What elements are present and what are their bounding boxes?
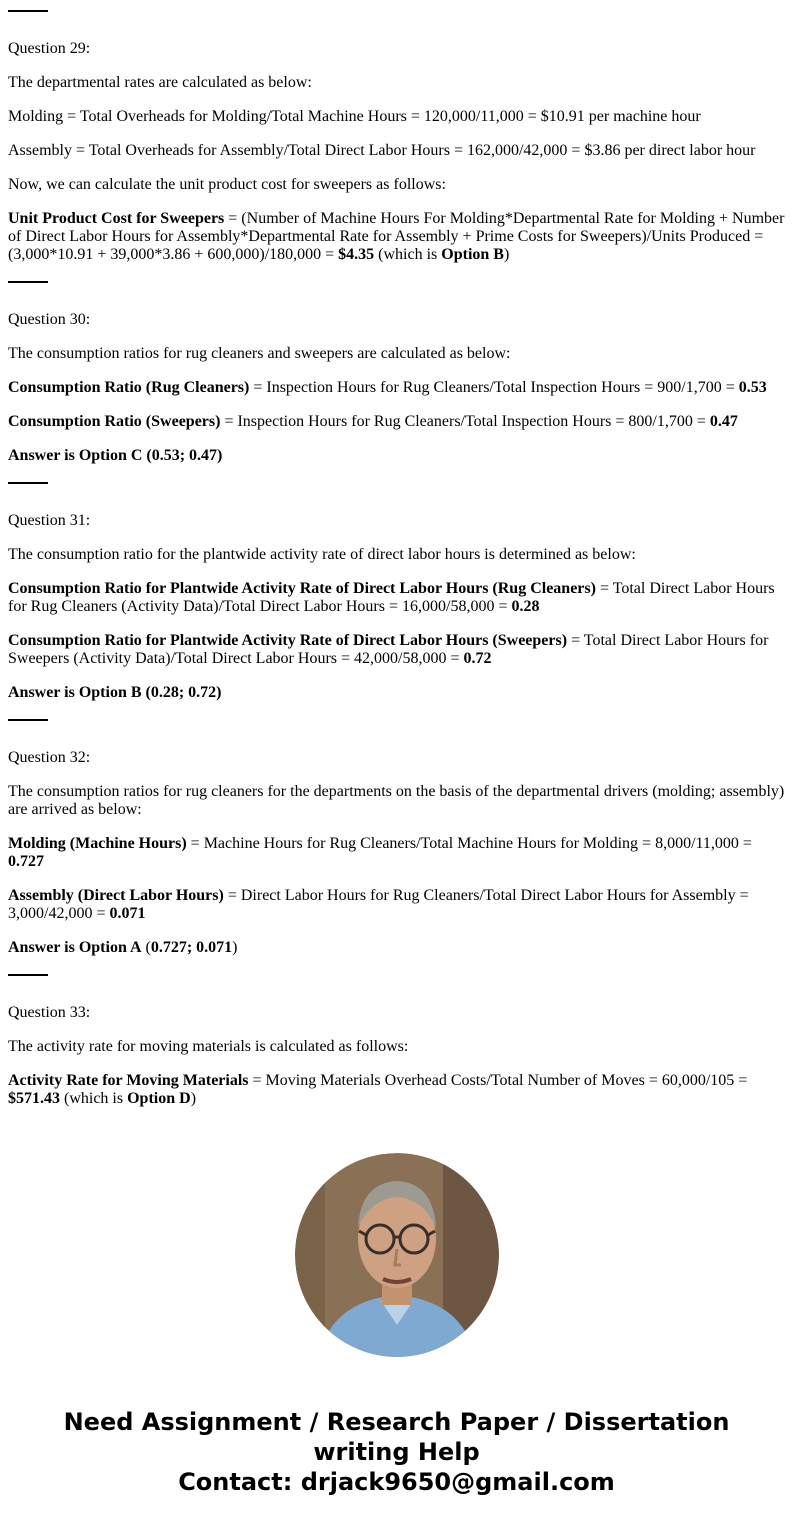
question-label: Question 31: <box>8 512 91 529</box>
tutor-portrait-photo <box>295 1153 499 1357</box>
text-run: = (Number of Machine Hours For Molding*Departmental Rate for Molding + Number of Direct Labor Hours for Assembly*Departmental Rate for Assembly + Prime Costs for Sweepers)/Units Produced = (3,000*10.91 + 39,000*3.86 + 600,000)/180,000 = <box>8 210 785 263</box>
text-run: The departmental rates are calculated as below: <box>8 74 312 91</box>
bold-text-run: Answer is Option B (0.28; 0.72) <box>8 684 222 701</box>
paragraph <box>8 108 785 126</box>
text-run: ) <box>190 1090 197 1107</box>
bold-text-run: Consumption Ratio (Rug Cleaners) <box>8 379 250 396</box>
bold-text-run: Molding (Machine Hours) <box>8 835 187 852</box>
paragraph <box>8 939 785 957</box>
tutor-avatar <box>8 1153 785 1357</box>
text-run: (which is <box>374 246 442 263</box>
text-run: = Total Direct Labor Hours for Sweepers (Activity Data)/Total Direct Labor Hours = 42,000/58,000 = <box>8 632 769 667</box>
bold-text-run: Consumption Ratio for Plantwide Activity Rate of Direct Labor Hours (Sweepers) <box>8 632 568 649</box>
text-run: = Total Direct Labor Hours for Rug Cleaners (Activity Data)/Total Direct Labor Hours = 16,000/58,000 = <box>8 580 775 615</box>
paragraph <box>8 176 785 194</box>
question-label: Question 30: <box>8 311 91 328</box>
text-run: (which is <box>60 1090 128 1107</box>
bold-text-run: Assembly (Direct Labor Hours) <box>8 887 224 904</box>
bold-text-run: 0.53 <box>738 379 767 396</box>
bold-text-run: Answer is Option A <box>8 939 142 956</box>
text-run: = Moving Materials Overhead Costs/Total Number of Moves = 60,000/105 = <box>248 1072 748 1089</box>
section-divider <box>8 281 48 283</box>
paragraph <box>8 345 785 363</box>
help-banner-line-1: Need Assignment / Research Paper / Dissertation <box>63 1408 730 1436</box>
bold-text-run: 0.727; 0.071 <box>150 939 233 956</box>
bold-text-run: 0.727 <box>8 853 44 870</box>
bold-text-run: $571.43 <box>8 1090 60 1107</box>
bold-text-run: Activity Rate for Moving Materials <box>8 1072 249 1089</box>
bold-text-run: Unit Product Cost for Sweepers <box>8 210 225 227</box>
question-label: Question 32: <box>8 749 91 766</box>
paragraph <box>8 887 785 923</box>
document-body <box>8 10 785 1108</box>
bold-text-run: Option D <box>127 1090 191 1107</box>
paragraph <box>8 210 785 264</box>
text-run: = Direct Labor Hours for Rug Cleaners/Total Direct Labor Hours for Assembly = 3,000/42,000 = <box>8 887 749 922</box>
bold-text-run: Consumption Ratio (Sweepers) <box>8 413 221 430</box>
help-banner-line-2: writing Help <box>313 1438 480 1466</box>
paragraph <box>8 580 785 616</box>
paragraph <box>8 1038 785 1056</box>
paragraph <box>8 413 785 431</box>
section-divider <box>8 719 48 721</box>
paragraph <box>8 632 785 668</box>
bold-text-run: $4.35 <box>338 246 375 263</box>
paragraph <box>8 546 785 564</box>
text-run: ) <box>503 246 510 263</box>
paragraph <box>8 379 785 397</box>
text-run: The activity rate for moving materials is calculated as follows: <box>8 1038 409 1055</box>
section-divider <box>8 482 48 484</box>
paragraph <box>8 447 785 465</box>
text-run: = Inspection Hours for Rug Cleaners/Total Inspection Hours = 800/1,700 = <box>220 413 710 430</box>
text-run: ( <box>141 939 151 956</box>
text-run: Assembly = Total Overheads for Assembly/Total Direct Labor Hours = 162,000/42,000 = $3.86 per direct labor hour <box>8 142 756 159</box>
contact-email-line: Contact: drjack9650@gmail.com <box>178 1468 615 1496</box>
text-run: The consumption ratios for rug cleaners for the departments on the basis of the departmental drivers (molding; assembly) are arrived as below: <box>8 783 785 818</box>
bold-text-run: Option B <box>441 246 504 263</box>
bold-text-run: 0.28 <box>511 598 540 615</box>
question-label: Question 29: <box>8 40 91 57</box>
section-divider <box>8 974 48 976</box>
text-run: = Inspection Hours for Rug Cleaners/Total Inspection Hours = 900/1,700 = <box>249 379 739 396</box>
text-run: = Machine Hours for Rug Cleaners/Total Machine Hours for Molding = 8,000/11,000 = <box>186 835 752 852</box>
question-label: Question 33: <box>8 1004 91 1021</box>
paragraph <box>8 835 785 871</box>
paragraph <box>8 783 785 819</box>
paragraph <box>8 1072 785 1108</box>
text-run: Molding = Total Overheads for Molding/Total Machine Hours = 120,000/11,000 = $10.91 per machine hour <box>8 108 701 125</box>
help-banner <box>8 1407 785 1497</box>
text-run: The consumption ratios for rug cleaners and sweepers are calculated as below: <box>8 345 511 362</box>
text-run: Now, we can calculate the unit product cost for sweepers as follows: <box>8 176 446 193</box>
text-run: ) <box>232 939 238 956</box>
paragraph <box>8 684 785 702</box>
bold-text-run: Answer is Option C (0.53; 0.47) <box>8 447 223 464</box>
section-divider <box>8 10 48 12</box>
bold-text-run: Consumption Ratio for Plantwide Activity Rate of Direct Labor Hours (Rug Cleaners) <box>8 580 596 597</box>
text-run: The consumption ratio for the plantwide activity rate of direct labor hours is determined as below: <box>8 546 636 563</box>
bold-text-run: 0.071 <box>109 905 146 922</box>
bold-text-run: 0.47 <box>709 413 738 430</box>
paragraph <box>8 74 785 92</box>
paragraph <box>8 142 785 160</box>
bold-text-run: 0.72 <box>463 650 492 667</box>
